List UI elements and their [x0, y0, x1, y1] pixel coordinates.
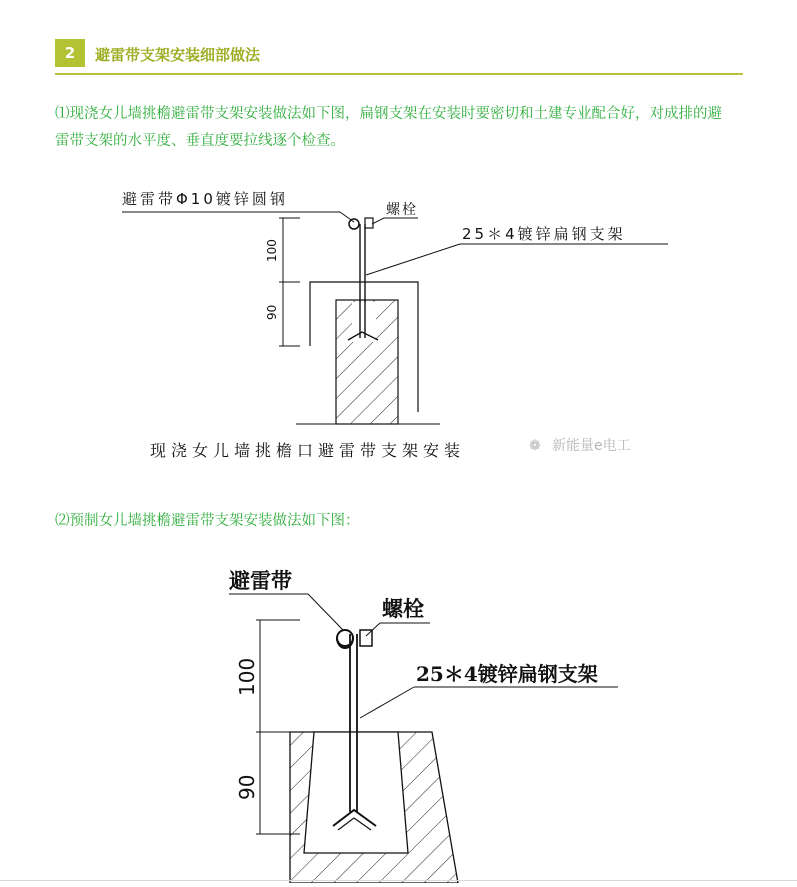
section-title: 避雷带支架安装细部做法 — [95, 46, 261, 64]
dimension-100: 100 — [235, 657, 259, 696]
bracket-label: 25＊4镀锌扁钢支架 — [416, 662, 598, 686]
bolt-icon — [365, 218, 373, 228]
dimension-90: 90 — [235, 774, 259, 800]
bracket-leader-tip — [360, 687, 414, 718]
embed-pocket — [304, 732, 408, 853]
bolt-label: 螺栓 — [386, 202, 418, 218]
wechat-icon: ❁ — [529, 438, 541, 454]
diagram-2 — [0, 560, 797, 883]
rod-label: 避雷带Φ10镀锌圆钢 — [122, 190, 288, 208]
paragraph-2: ⑵预制女儿墙挑檐避雷带支架安装做法如下图： — [55, 513, 360, 529]
dimension-90: 90 — [265, 304, 279, 320]
figure-prefab-parapet — [0, 560, 797, 883]
diagram-1 — [0, 180, 797, 470]
round-steel-icon — [349, 219, 359, 229]
page-bottom-border — [0, 880, 797, 881]
figure1-caption: 现浇女儿墙挑檐口避雷带支架安装 — [150, 441, 466, 460]
bracket-leader-tip — [366, 244, 460, 275]
rod-label: 避雷带 — [229, 568, 292, 593]
section-heading — [55, 39, 743, 75]
section-number: 2 — [55, 39, 85, 67]
figure-cast-in-place-parapet — [0, 180, 797, 470]
watermark-text: 新能量e电工 — [552, 438, 631, 454]
dimension-100: 100 — [265, 239, 279, 262]
rod-leader-tip — [308, 594, 343, 630]
bracket-label: 25＊4镀锌扁钢支架 — [462, 225, 626, 243]
bolt-leader-tip — [372, 218, 384, 224]
bolt-label: 螺栓 — [382, 596, 424, 621]
paragraph-1: ⑴现浇女儿墙挑檐避雷带支架安装做法如下图，扁钢支架在安装时要密切和土建专业配合好，对成排的避雷带支架的水平度、垂直度要拉线逐个检查。 — [55, 106, 722, 149]
rod-leader-tip — [340, 212, 354, 222]
